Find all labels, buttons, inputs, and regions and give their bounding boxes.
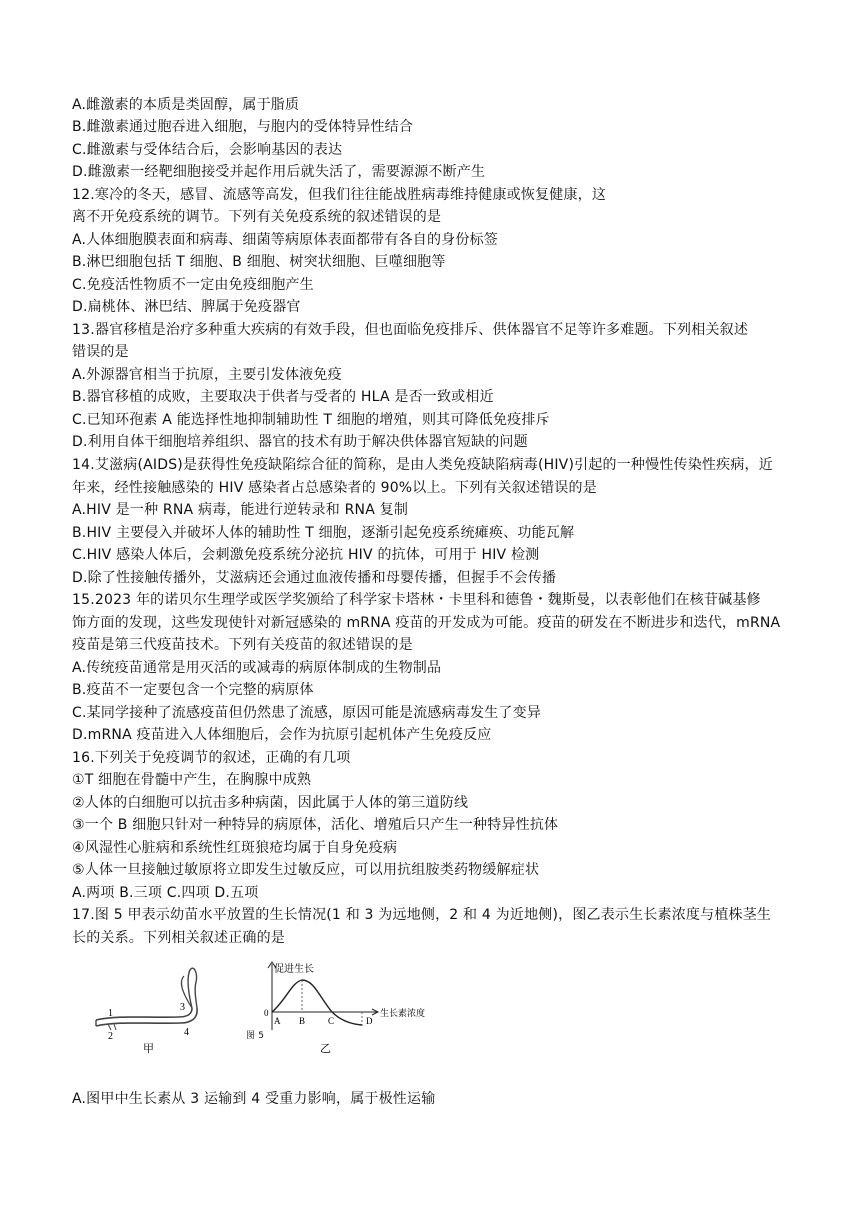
option-14a: A.HIV 是一种 RNA 病毒，能进行逆转录和 RNA 复制: [72, 502, 409, 518]
option-11c: C.雌激素与受体结合后，会影响基因的表达: [72, 142, 343, 158]
label-1: 1: [108, 1008, 113, 1019]
tick-a: A: [274, 1016, 281, 1026]
option-13b: B.器官移植的成败，主要取决于供者与受者的 HLA 是否一致或相近: [72, 389, 494, 405]
figure-5: [88, 960, 448, 1055]
label-4: 4: [184, 1027, 189, 1038]
label-2: 2: [108, 1031, 113, 1042]
statement-4: ④风湿性心脏病和系统性红斑狼疮均属于自身免疫病: [72, 840, 398, 856]
statement-5: ⑤人体一旦接触过敏原将立即发生过敏反应，可以用抗组胺类药物缓解症状: [72, 862, 540, 878]
question-12-stem-1: 12.寒冷的冬天，感冒、流感等高发，但我们往往能战胜病毒维持健康或恢复健康，这: [72, 187, 607, 203]
tick-b: B: [299, 1016, 306, 1026]
option-13a: A.外源器官相当于抗原，主要引发体液免疫: [72, 367, 342, 383]
option-15c: C.某同学接种了流感疫苗但仍然患了流感，原因可能是流感病毒发生了变异: [72, 705, 542, 721]
question-15-stem-3: 疫苗是第三代疫苗技术。下列有关疫苗的叙述错误的是: [72, 637, 413, 653]
option-15a: A.传统疫苗通常是用灭活的或减毒的病原体制成的生物制品: [72, 660, 442, 676]
auxin-curve-figure-yi: [264, 962, 425, 1055]
label-3: 3: [180, 1002, 185, 1013]
statement-1: ①T 细胞在骨髓中产生，在胸腺中成熟: [72, 772, 312, 788]
caption-jia: 甲: [143, 1042, 154, 1055]
option-12d: D.扁桃体、淋巴结、脾属于免疫器官: [72, 299, 301, 315]
option-17a: A.图甲中生长素从 3 运输到 4 受重力影响，属于极性运输: [72, 1091, 436, 1107]
tick-d: D: [366, 1016, 373, 1026]
option-12a: A.人体细胞膜表面和病毒、细菌等病原体表面都带有各自的身份标签: [72, 232, 498, 248]
question-13-stem-2: 错误的是: [72, 344, 129, 360]
origin-label: 0: [264, 1008, 269, 1018]
option-14b: B.HIV 主要侵入并破坏人体的辅助性 T 细胞，逐渐引起免疫系统瘫痪、功能瓦解: [72, 525, 575, 541]
question-14-stem-2: 年来，经性接触感染的 HIV 感染者占总感染者的 90%以上。下列有关叙述错误的是: [72, 480, 597, 496]
question-12-stem-2: 离不开免疫系统的调节。下列有关免疫系统的叙述错误的是: [72, 209, 442, 225]
question-13-stem-1: 13.器官移植是治疗多种重大疾病的有效手段，但也面临免疫排斥、供体器官不足等许多难题。下列相关叙述: [72, 322, 749, 338]
xlabel: 生长素浓度: [380, 1009, 426, 1019]
question-17-stem-1: 17.图 5 甲表示幼苗水平放置的生长情况(1 和 3 为远地侧，2 和 4 为近地侧)，图乙表示生长素浓度与植株茎生: [72, 907, 772, 923]
options-16: A.两项 B.三项 C.四项 D.五项: [72, 885, 259, 901]
option-15b: B.疫苗不一定要包含一个完整的病原体: [72, 682, 314, 698]
seedling-figure-jia: [96, 968, 197, 1055]
option-14d: D.除了性接触传播外，艾滋病还会通过血液传播和母婴传播，但握手不会传播: [72, 570, 557, 586]
question-15-stem-1: 15.2023 年的诺贝尔生理学或医学奖颁给了科学家卡塔林・卡里科和德鲁・魏斯曼，以表彰他们在核苷碱基修: [72, 592, 761, 608]
option-14c: C.HIV 感染人体后，会刺激免疫系统分泌抗 HIV 的抗体，可用于 HIV 检测: [72, 547, 540, 563]
option-12b: B.淋巴细胞包括 T 细胞、B 细胞、树突状细胞、巨噬细胞等: [72, 254, 446, 270]
statement-2: ②人体的白细胞可以抗击多种病菌，因此属于人体的第三道防线: [72, 795, 469, 811]
option-12c: C.免疫活性物质不一定由免疫细胞产生: [72, 277, 314, 293]
option-15d: D.mRNA 疫苗进入人体细胞后，会作为抗原引起机体产生免疫反应: [72, 727, 492, 743]
question-17-stem-2: 长的关系。下列相关叙述正确的是: [72, 930, 285, 946]
option-11a: A.雌激素的本质是类固醇，属于脂质: [72, 97, 300, 113]
caption-yi: 乙: [320, 1042, 331, 1055]
question-14-stem-1: 14.艾滋病(AIDS)是获得性免疫缺陷综合征的简称，是由人类免疫缺陷病毒(HIV)引起的一种慢性传染性疾病，近: [72, 457, 773, 473]
option-11d: D.雌激素一经靶细胞接受并起作用后就失活了，需要源源不断产生: [72, 164, 486, 180]
tick-c: C: [328, 1016, 335, 1026]
statement-3: ③一个 B 细胞只针对一种特异的病原体，活化、增殖后只产生一种特异性抗体: [72, 817, 559, 833]
option-11b: B.雌激素通过胞吞进入细胞，与胞内的受体特异性结合: [72, 119, 414, 135]
option-13c: C.已知环孢素 A 能选择性地抑制辅助性 T 细胞的增殖，则其可降低免疫排斥: [72, 412, 550, 428]
ylabel: 促进生长: [274, 964, 314, 975]
question-16-stem: 16.下列关于免疫调节的叙述，正确的有几项: [72, 750, 351, 766]
option-13d: D.利用自体干细胞培养组织、器官的技术有助于解决供体器官短缺的问题: [72, 434, 528, 450]
figure-caption: 图 5: [246, 1031, 265, 1041]
growth-curve: [272, 980, 362, 1025]
question-15-stem-2: 饰方面的发现，这些发现使针对新冠感染的 mRNA 疫苗的开发成为可能。疫苗的研发在不断进步和迭代，mRNA: [72, 615, 781, 631]
